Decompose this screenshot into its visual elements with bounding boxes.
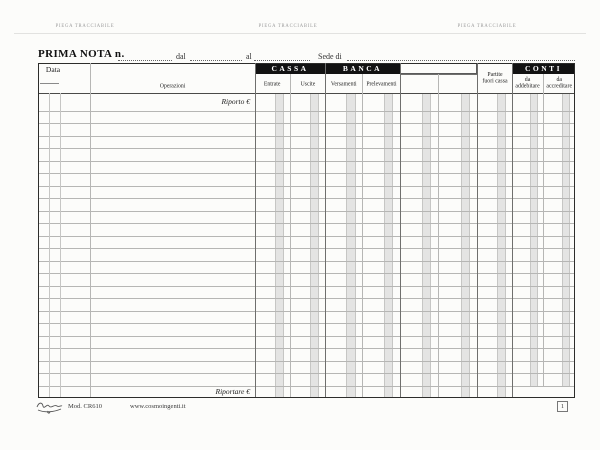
column-line: [290, 74, 291, 397]
cents-column-stripe: [310, 93, 318, 397]
sub-column-line: [569, 93, 570, 386]
sub-column-line: [384, 93, 385, 397]
column-line: [362, 74, 363, 397]
fold-mark-text: PIEGA TRACCIABILE: [457, 23, 517, 29]
partite-line2: fuori cassa: [481, 78, 508, 85]
da-addebitare-header: [512, 74, 544, 93]
column-line: [49, 93, 50, 397]
prelevamenti-column-header: [362, 74, 400, 93]
data-column-header: Data: [45, 65, 61, 74]
cents-column-stripe: [384, 93, 392, 397]
banca-section-header: BANCA: [325, 63, 400, 74]
table-top-border: [38, 63, 575, 64]
operazioni-column-header: [90, 63, 255, 93]
conti-section-header: CONTI: [512, 63, 575, 74]
column-line: [438, 74, 439, 397]
column-line: [325, 63, 326, 397]
row-line: [38, 211, 575, 212]
accreditare-label: [546, 77, 572, 90]
row-line: [38, 386, 575, 387]
row-line: [38, 248, 575, 249]
sub-column-line: [469, 93, 470, 397]
column-line: [543, 74, 544, 386]
prelevamenti-label: Prelevamenti: [365, 80, 397, 87]
cassa-section-header: CASSA: [255, 63, 325, 74]
fold-mark-text: PIEGA TRACCIABILE: [258, 23, 318, 29]
addebitare-line2: addebitare: [515, 83, 541, 90]
column-line: [574, 63, 575, 397]
column-line: [400, 63, 401, 397]
cents-column-stripe: [346, 93, 354, 397]
page-number-box: 1: [557, 401, 568, 412]
addebitare-label: [516, 77, 540, 90]
fold-mark-text: PIEGA TRACCIABILE: [55, 23, 115, 29]
addebitare-line1: da: [525, 76, 531, 84]
sub-column-line: [355, 93, 356, 397]
cents-column-stripe: [422, 93, 430, 397]
brand-logo-icon: [35, 399, 65, 415]
entrate-column-header: [255, 74, 290, 93]
sub-column-line: [505, 93, 506, 397]
cents-column-stripe: [275, 93, 283, 397]
riporto-label: Riporto €: [221, 97, 250, 106]
column-line: [38, 63, 39, 397]
row-line: [38, 373, 575, 374]
sub-column-line: [497, 93, 498, 397]
data-header-underline: [40, 83, 59, 84]
column-line: [255, 63, 256, 397]
versamenti-label: Versamenti: [330, 80, 357, 87]
cents-column-stripe: [497, 93, 505, 397]
dal-label: dal: [176, 52, 186, 61]
accreditare-line2: accreditare: [546, 83, 572, 90]
cents-column-stripe: [562, 93, 569, 386]
column-line: [477, 63, 478, 397]
row-line: [38, 123, 575, 124]
sub-column-line: [461, 93, 462, 397]
form-title: PRIMA NOTA n.: [38, 48, 125, 60]
sede-label: Sede di: [318, 52, 342, 61]
partite-fuori-cassa-header: [477, 63, 512, 93]
sub-column-line: [422, 93, 423, 397]
cents-column-stripe: [530, 93, 537, 386]
number-fill-line: [118, 60, 172, 61]
riportare-label: Riportare €: [215, 387, 250, 396]
operazioni-label: Operazioni: [159, 82, 186, 90]
uscite-label: Uscite: [300, 80, 315, 87]
row-line: [38, 173, 575, 174]
cents-column-stripe: [461, 93, 470, 397]
row-line: [38, 111, 575, 112]
sub-column-line: [346, 93, 347, 397]
row-line: [38, 198, 575, 199]
partite-line1: Partite: [486, 71, 503, 78]
header-bottom-rule: [38, 93, 575, 94]
uscite-column-header: [290, 74, 325, 93]
sub-column-line: [530, 93, 531, 386]
da-accreditare-header: [543, 74, 575, 93]
row-line: [38, 136, 575, 137]
sub-column-line: [430, 93, 431, 397]
accreditare-line1: da: [556, 76, 562, 84]
website-text: www.cosmoingenti.it: [130, 403, 186, 410]
row-line: [38, 161, 575, 162]
unlabeled-section-header: [400, 63, 477, 74]
sub-column-line: [275, 93, 276, 397]
column-line: [512, 63, 513, 397]
partite-label: [482, 71, 507, 84]
sub-column-line: [562, 93, 563, 386]
row-line: [38, 336, 575, 337]
row-line: [38, 298, 575, 299]
entrate-label: Entrate: [264, 80, 281, 87]
versamenti-column-header: [325, 74, 362, 93]
sub-column-line: [392, 93, 393, 397]
sede-fill-line: [347, 60, 575, 61]
sub-column-line: [318, 93, 319, 397]
column-line: [60, 93, 61, 397]
row-line: [38, 286, 575, 287]
row-line: [38, 148, 575, 149]
sub-column-line: [537, 93, 538, 386]
model-number: Mod. CR610: [68, 403, 102, 410]
row-line: [38, 261, 575, 262]
row-line: [38, 223, 575, 224]
table-bottom-border: [38, 397, 575, 398]
sub-column-line: [283, 93, 284, 397]
sub-column-line: [310, 93, 311, 397]
al-fill-line: [254, 60, 310, 61]
row-line: [38, 361, 575, 362]
row-line: [38, 348, 575, 349]
row-line: [38, 311, 575, 312]
row-line: [38, 186, 575, 187]
dal-fill-line: [190, 60, 242, 61]
row-line: [38, 273, 575, 274]
column-line: [90, 63, 91, 397]
al-label: al: [246, 52, 252, 61]
row-line: [38, 236, 575, 237]
row-line: [38, 323, 575, 324]
perforation-line: [14, 33, 586, 34]
